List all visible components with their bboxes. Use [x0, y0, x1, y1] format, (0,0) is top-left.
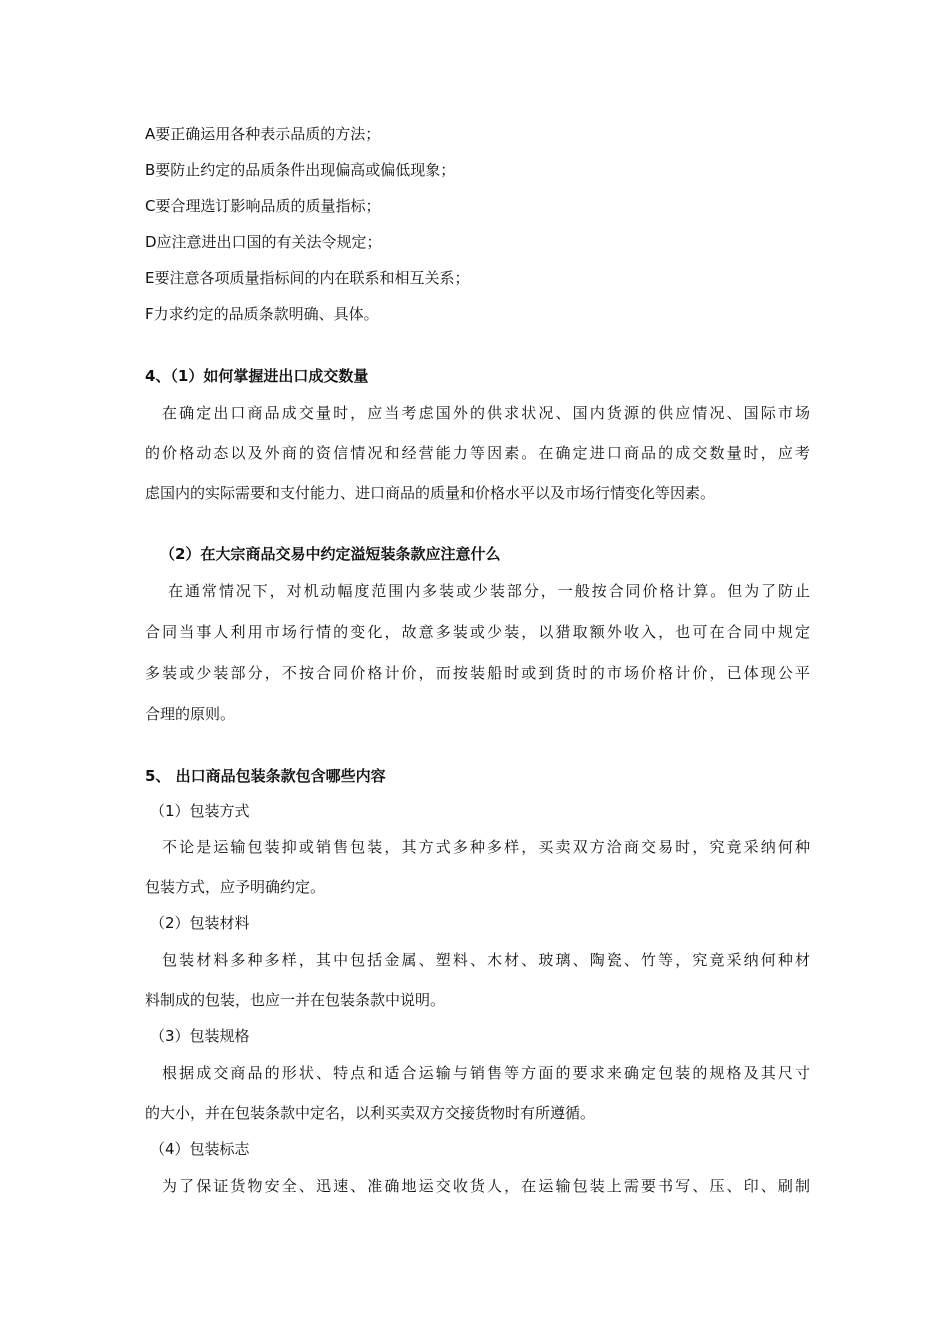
list-item-a: A要正确运用各种表示品质的方法；: [145, 125, 381, 143]
paragraph-line: 的大小，并在包装条款中定名，以利买卖双方交接货物时有所遵循。: [145, 1104, 596, 1122]
list-item-c: C要合理选订影响品质的质量指标；: [145, 197, 381, 215]
paragraph-line: 料制成的包装，也应一并在包装条款中说明。: [145, 991, 446, 1009]
paragraph-line: 合理的原则。: [145, 705, 236, 723]
subsection-label: （4）包装标志: [150, 1140, 250, 1158]
subsection-label: （1）包装方式: [150, 802, 250, 820]
paragraph-line: 多装或少装部分，不按合同价格计价，而按装船时或到货时的市场价格计价，已体现公平: [145, 664, 810, 682]
paragraph-line: 根据成交商品的形状、特点和适合运输与销售等方面的要求来确定包装的规格及其尺寸: [162, 1064, 810, 1082]
section-4-subheading: （2）在大宗商品交易中约定溢短装条款应注意什么: [160, 545, 501, 563]
section-4-heading: 4、（1）如何掌握进出口成交数量: [145, 367, 369, 385]
paragraph-line: 的价格动态以及外商的资信情况和经营能力等因素。在确定进口商品的成交数量时，应考: [145, 444, 810, 462]
paragraph-line: 虑国内的实际需要和支付能力、进口商品的质量和价格水平以及市场行情变化等因素。: [145, 484, 716, 502]
paragraph-line: 在通常情况下，对机动幅度范围内多装或少装部分，一般按合同价格计算。但为了防止: [168, 582, 810, 600]
paragraph-line: 不论是运输包装抑或销售包装，其方式多种多样，买卖双方洽商交易时，究竟采纳何种: [162, 838, 810, 856]
paragraph-line: 包装方式，应予明确约定。: [145, 878, 326, 896]
paragraph-line: 在确定出口商品成交量时，应当考虑国外的供求状况、国内货源的供应情况、国际市场: [162, 404, 810, 422]
section-5-heading: 5、 出口商品包装条款包含哪些内容: [145, 767, 386, 785]
paragraph-line: 包装材料多种多样，其中包括金属、塑料、木材、玻璃、陶瓷、竹等，究竟采纳何种材: [162, 951, 810, 969]
list-item-e: E要注意各项质量指标间的内在联系和相互关系；: [145, 269, 470, 287]
subsection-label: （3）包装规格: [150, 1027, 250, 1045]
list-item-d: D应注意进出口国的有关法令规定；: [145, 233, 382, 251]
subsection-label: （2）包装材料: [150, 914, 250, 932]
paragraph-line: 为了保证货物安全、迅速、准确地运交收货人，在运输包装上需要书写、压、印、刷制: [162, 1177, 810, 1195]
paragraph-line: 合同当事人利用市场行情的变化，故意多装或少装，以猎取额外收入，也可在合同中规定: [145, 623, 810, 641]
list-item-b: B要防止约定的品质条件出现偏高或偏低现象；: [145, 161, 456, 179]
list-item-f: F力求约定的品质条款明确、具体。: [145, 305, 379, 323]
